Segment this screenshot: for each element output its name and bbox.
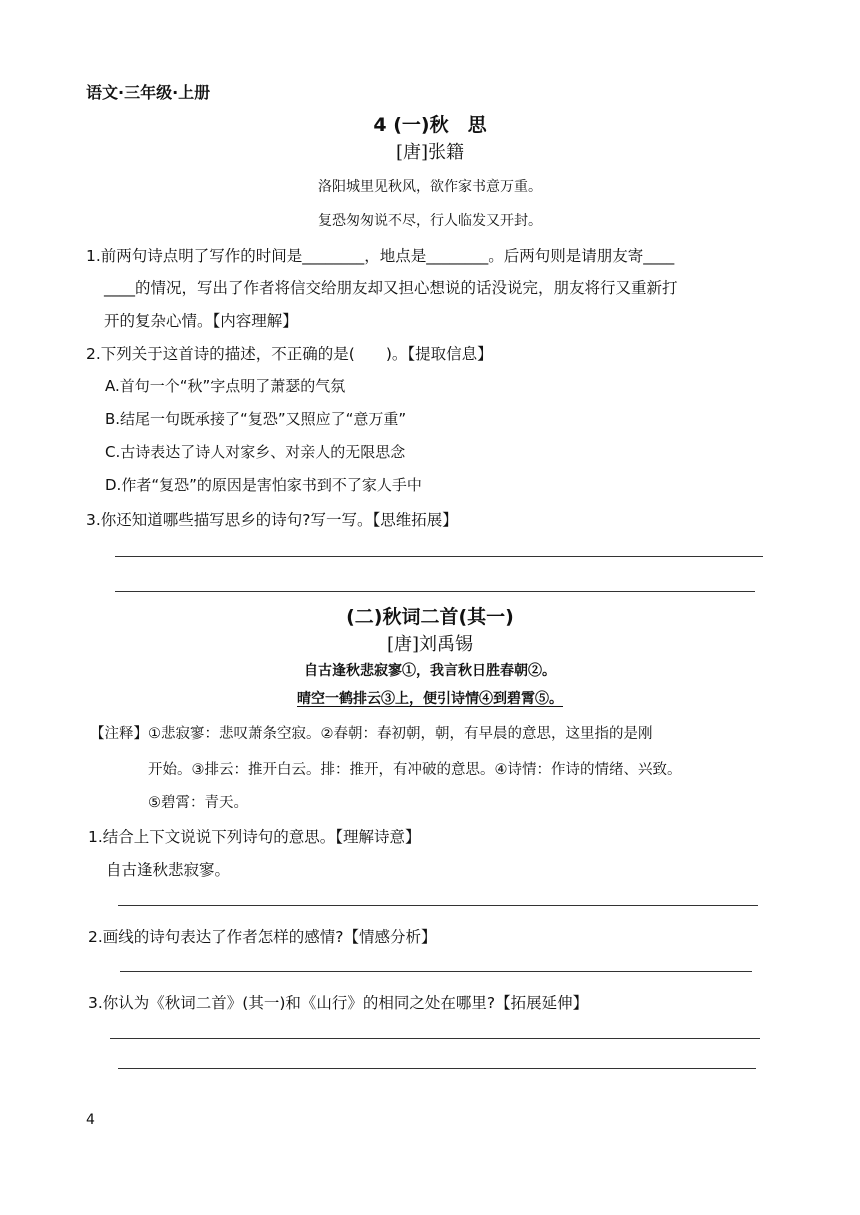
answer-line bbox=[115, 591, 755, 592]
s2-question-3: 3.你认为《秋词二首》(其一)和《山行》的相同之处在哪里?【拓展延伸】 bbox=[88, 994, 589, 1012]
s1-q2-option-a: A.首句一个“秋”字点明了萧瑟的气氛 bbox=[105, 377, 346, 395]
s1-question-1-line-1: 1.前两句诗点明了写作的时间是________，地点是________。后两句则是请朋友寄____ bbox=[86, 247, 675, 265]
s2-question-1-stem: 1.结合上下文说说下列诗句的意思。【理解诗意】 bbox=[88, 828, 421, 846]
answer-line bbox=[115, 556, 763, 557]
poem1-line-1: 洛阳城里见秋风，欲作家书意万重。 bbox=[318, 179, 542, 195]
s1-q2-option-b: B.结尾一句既承接了“复恐”又照应了“意万重” bbox=[105, 410, 407, 428]
poem1-title: 4 (一)秋 思 bbox=[373, 114, 487, 136]
page-number: 4 bbox=[86, 1112, 95, 1128]
s1-q2-option-c: C.古诗表达了诗人对家乡、对亲人的无限思念 bbox=[105, 443, 406, 461]
poem1-line-2: 复恐匆匆说不尽，行人临发又开封。 bbox=[318, 213, 542, 229]
answer-line bbox=[118, 905, 758, 906]
poem1-author: [唐]张籍 bbox=[395, 142, 465, 163]
poem2-title: (二)秋词二首(其一) bbox=[346, 606, 514, 628]
poem2-line-1: 自古逢秋悲寂寥①，我言秋日胜春朝②。 bbox=[304, 663, 556, 679]
s1-question-3: 3.你还知道哪些描写思乡的诗句?写一写。【思维拓展】 bbox=[86, 511, 458, 529]
answer-line bbox=[120, 971, 752, 972]
s2-question-2: 2.画线的诗句表达了作者怎样的感情?【情感分析】 bbox=[88, 928, 437, 946]
poem2-line-2: 晴空一鹤排云③上，便引诗情④到碧霄⑤。 bbox=[297, 691, 563, 707]
answer-line bbox=[110, 1038, 760, 1039]
notes-line-1: 【注释】①悲寂寥：悲叹萧条空寂。②春朝：春初朝，朝，有早晨的意思，这里指的是刚 bbox=[90, 726, 653, 742]
poem2-author: [唐]刘禹锡 bbox=[386, 634, 474, 655]
s1-q2-option-d: D.作者“复恐”的原因是害怕家书到不了家人手中 bbox=[105, 476, 422, 494]
poem2-line-2-wrap bbox=[0, 688, 860, 708]
s1-question-1-line-3: 开的复杂心情。【内容理解】 bbox=[104, 312, 298, 330]
s1-question-2-stem: 2.下列关于这首诗的描述，不正确的是( )。【提取信息】 bbox=[86, 345, 493, 363]
s1-question-1-line-2: ____的情况，写出了作者将信交给朋友却又担心想说的话没说完，朋友将行又重新打 bbox=[104, 279, 678, 297]
answer-line bbox=[118, 1068, 756, 1069]
s2-question-1-sub: 自古逢秋悲寂寥。 bbox=[106, 861, 231, 879]
notes-line-3: ⑤碧霄：青天。 bbox=[148, 795, 248, 811]
notes-line-2: 开始。③排云：推开白云。排：推开，有冲破的意思。④诗情：作诗的情绪、兴致。 bbox=[148, 762, 682, 778]
page-header: 语文·三年级·上册 bbox=[86, 83, 211, 102]
